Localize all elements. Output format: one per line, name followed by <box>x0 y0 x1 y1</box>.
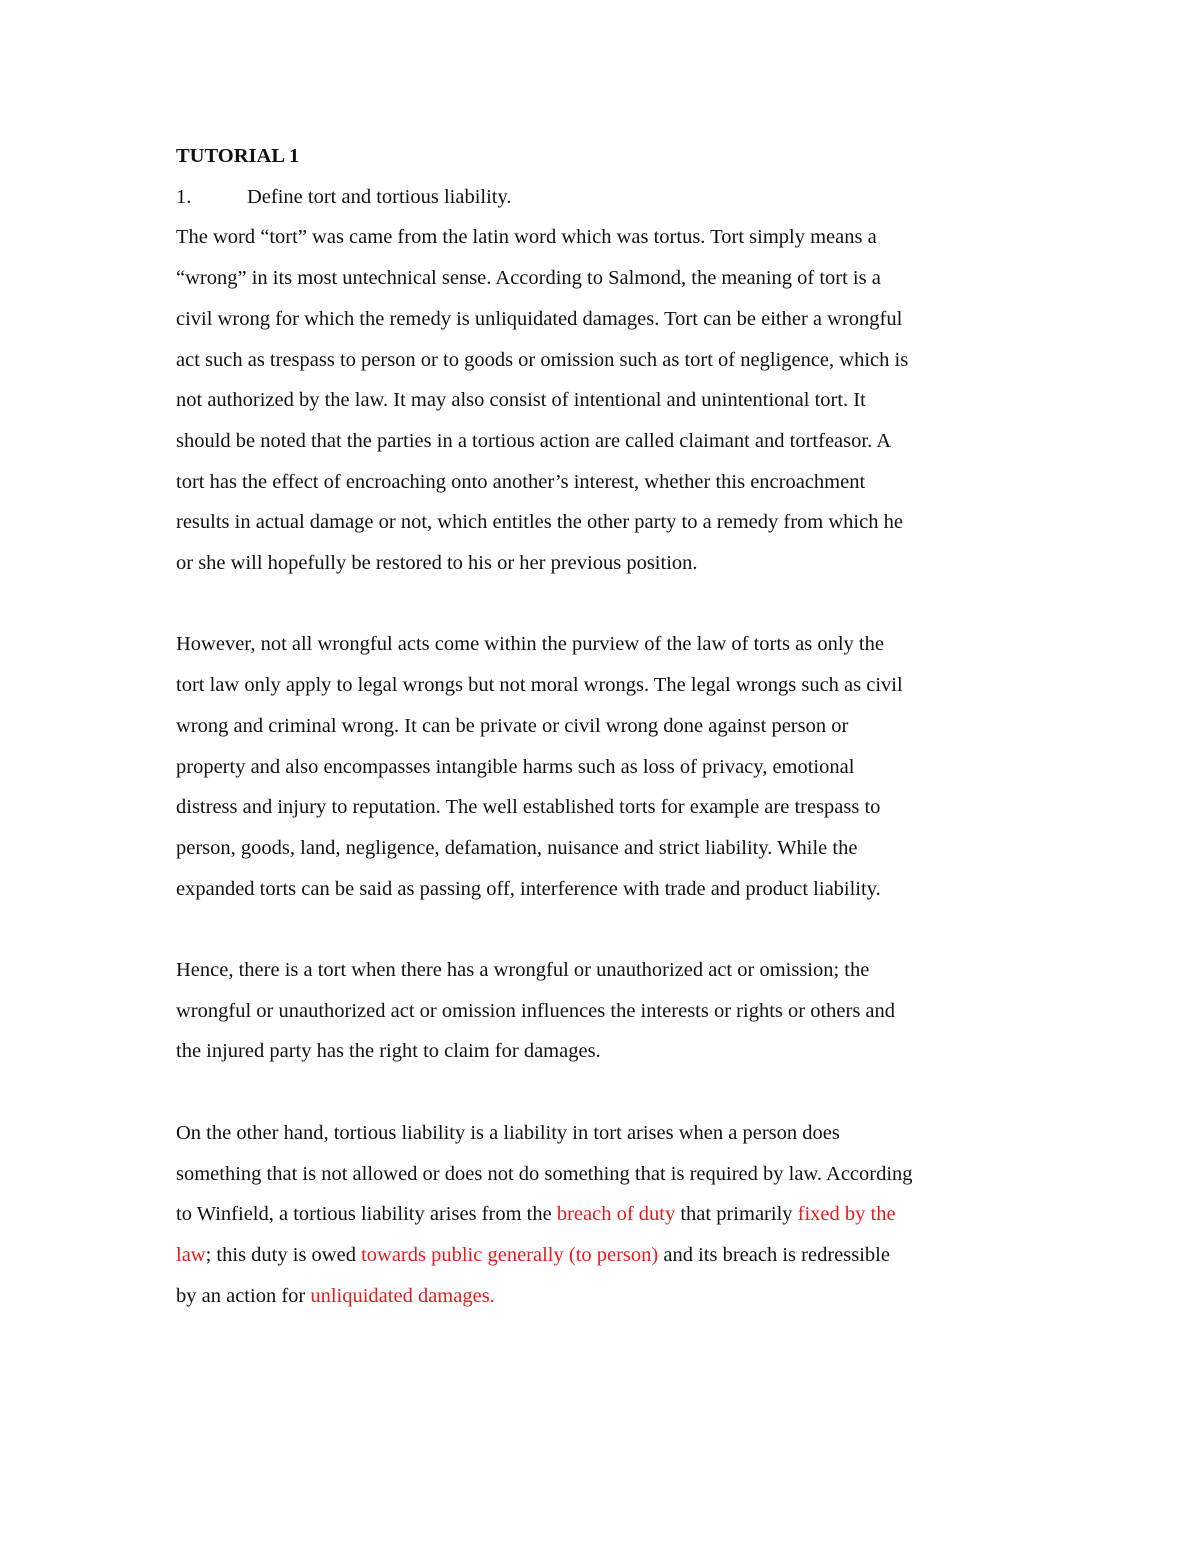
text-line <box>176 299 1036 340</box>
text-segment: property and also encompasses intangible harms such as loss of privacy, emotional <box>176 755 855 778</box>
text-segment: On the other hand, tortious liability is a liability in tort arises when a person does <box>176 1121 840 1144</box>
paragraphs-container <box>176 217 1036 1316</box>
document-body <box>176 136 1036 1316</box>
text-line <box>176 543 1036 584</box>
text-segment: results in actual damage or not, which entitles the other party to a remedy from which he <box>176 511 903 534</box>
text-segment: to Winfield, a tortious liability arises from the <box>176 1203 557 1226</box>
text-line <box>176 462 1036 503</box>
question-number: 1. <box>176 185 192 208</box>
text-line <box>176 340 1036 381</box>
text-line <box>176 828 1036 869</box>
text-segment: wrong and criminal wrong. It can be private or civil wrong done against person or <box>176 714 849 737</box>
highlighted-phrase: unliquidated damages. <box>310 1284 495 1307</box>
paragraph <box>176 217 1036 583</box>
text-segment: person, goods, land, negligence, defamation, nuisance and strict liability. While the <box>176 836 858 859</box>
text-line <box>176 869 1036 910</box>
text-segment: However, not all wrongful acts come within the purview of the law of torts as only the <box>176 633 884 656</box>
text-segment: The word “tort” was came from the latin word which was tortus. Tort simply means a <box>176 226 877 249</box>
text-segment: tort has the effect of encroaching onto another’s interest, whether this encroachment <box>176 470 866 493</box>
text-line <box>176 1154 1036 1195</box>
text-line <box>176 747 1036 788</box>
paragraph <box>176 950 1036 1072</box>
text-line <box>176 380 1036 421</box>
text-line <box>176 991 1036 1032</box>
text-segment: ; this duty is owed <box>205 1243 362 1266</box>
text-line <box>176 217 1036 258</box>
text-segment: and its breach is redressible <box>658 1243 890 1266</box>
text-segment: “wrong” in its most untechnical sense. According to Salmond, the meaning of tort is a <box>176 267 881 290</box>
text-line <box>176 1113 1036 1154</box>
text-line <box>176 950 1036 991</box>
question-heading <box>176 177 1036 218</box>
text-line <box>176 502 1036 543</box>
text-segment: tort law only apply to legal wrongs but not moral wrongs. The legal wrongs such as civil <box>176 674 903 697</box>
text-line <box>176 706 1036 747</box>
text-segment: or she will hopefully be restored to his or her previous position. <box>176 552 698 575</box>
highlighted-phrase: breach of duty <box>556 1203 676 1226</box>
text-line <box>176 1031 1036 1072</box>
text-segment: civil wrong for which the remedy is unliquidated damages. Tort can be either a wrongful <box>176 307 903 330</box>
highlighted-phrase: law <box>176 1243 206 1266</box>
text-segment: Hence, there is a tort when there has a wrongful or unauthorized act or omission; the <box>176 959 870 982</box>
text-segment: distress and injury to reputation. The well established torts for example are trespass to <box>176 796 881 819</box>
text-segment: wrongful or unauthorized act or omission influences the interests or rights or others and <box>176 999 896 1022</box>
text-segment: the injured party has the right to claim for damages. <box>176 1040 601 1063</box>
highlighted-phrase: towards public generally (to person) <box>361 1243 659 1266</box>
text-segment: expanded torts can be said as passing off, interference with trade and product liability. <box>176 877 881 900</box>
text-line <box>176 421 1036 462</box>
question-text: Define tort and tortious liability. <box>247 185 512 208</box>
text-line <box>176 787 1036 828</box>
text-line <box>176 624 1036 665</box>
text-line <box>176 1276 1036 1317</box>
text-segment: that primarily <box>675 1203 798 1226</box>
text-segment: act such as trespass to person or to goods or omission such as tort of negligence, which is <box>176 348 909 371</box>
document-title: TUTORIAL 1 <box>176 145 300 167</box>
text-segment: something that is not allowed or does not do something that is required by law. According <box>176 1162 913 1185</box>
text-segment: by an action for <box>176 1284 311 1307</box>
text-line <box>176 258 1036 299</box>
text-line <box>176 665 1036 706</box>
text-segment: not authorized by the law. It may also consist of intentional and unintentional tort. It <box>176 389 866 412</box>
text-line <box>176 1194 1036 1235</box>
paragraph <box>176 624 1036 909</box>
text-line <box>176 1235 1036 1276</box>
paragraph <box>176 1113 1036 1317</box>
text-segment: should be noted that the parties in a tortious action are called claimant and tortfeasor. A <box>176 429 891 452</box>
highlighted-phrase: fixed by the <box>797 1203 896 1226</box>
